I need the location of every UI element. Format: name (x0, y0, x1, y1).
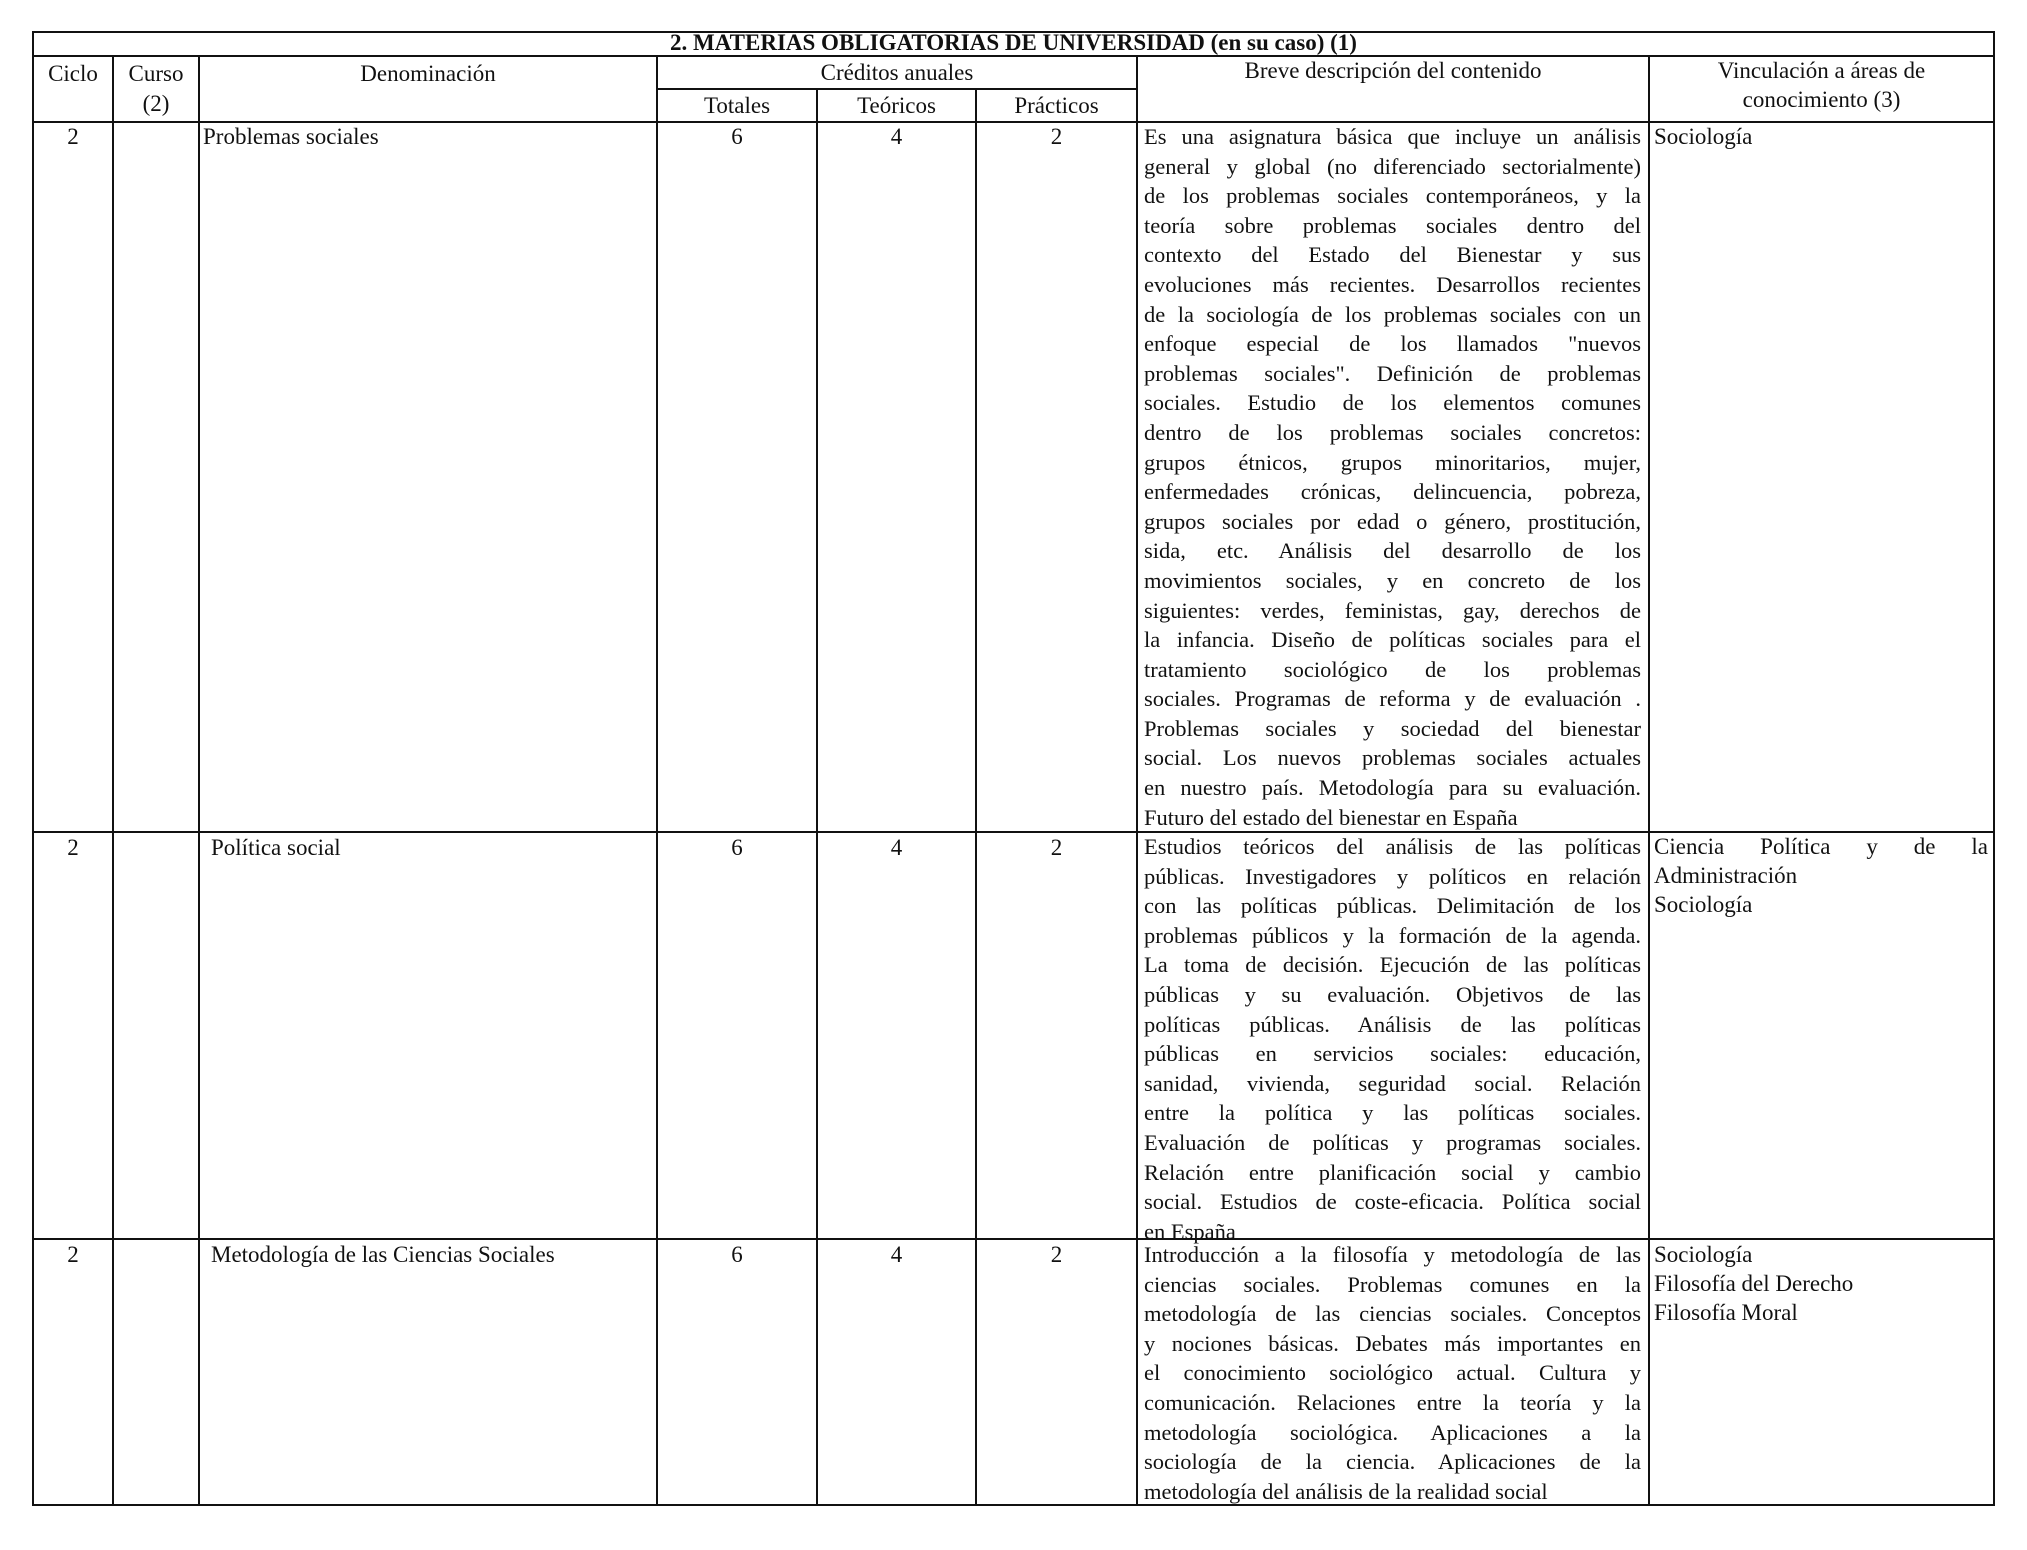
row2-area-item: Sociología (1654, 892, 1753, 917)
row1-desc-line: la infancia. Diseño de políticas sociales para el (1144, 627, 1641, 653)
row2-desc-line: La toma de decisión. Ejecución de las políticas (1144, 952, 1641, 978)
row1-desc-line: teoría sobre problemas sociales dentro del (1144, 212, 1641, 238)
row1-ciclo: 2 (67, 124, 79, 149)
row1-desc-line: de los problemas sociales contemporáneos, y la (1144, 183, 1641, 209)
row2-areas (1654, 832, 1988, 919)
row1-desc-line: sociales. Estudio de los elementos comunes (1144, 390, 1641, 416)
row3-desc-line: sociología de la ciencia. Aplicaciones de la (1144, 1449, 1641, 1475)
header-vinculacion-2: conocimiento (3) (1742, 87, 1901, 112)
row1-practicos: 2 (1050, 124, 1063, 149)
row2-desc-line: políticas públicas. Análisis de las políticas (1144, 1011, 1641, 1037)
row1-desc-line: Problemas sociales y sociedad del bienestar (1144, 715, 1641, 741)
row2-ciclo: 2 (67, 835, 79, 860)
row2-teoricos: 4 (890, 835, 903, 860)
row3-descripcion (1144, 1240, 1641, 1506)
rule-right (1993, 31, 1995, 1506)
row1-desc-line: sida, etc. Análisis del desarrollo de los (1144, 538, 1641, 564)
rule-curso-denom (198, 55, 200, 1506)
rule-totales-teoricos (816, 88, 818, 1506)
row2-area-item: Administración (1654, 863, 1798, 888)
rule-left (32, 31, 34, 1506)
header-denominacion: Denominación (360, 61, 496, 86)
row2-desc-line: públicas y su evaluación. Objetivos de las (1144, 981, 1641, 1007)
header-practicos: Prácticos (1014, 93, 1099, 118)
row1-desc-line: social. Los nuevos problemas sociales actuales (1144, 745, 1641, 771)
row2-area-item: Ciencia Política y de la (1654, 834, 1988, 859)
row1-desc-line: Futuro del estado del bienestar en España (1144, 804, 1518, 830)
rule-teoricos-practicos (975, 88, 977, 1506)
row2-desc-line: con las políticas públicas. Delimitación de los (1144, 893, 1641, 919)
rule-table-bottom (32, 1504, 1995, 1506)
row3-area-item: Filosofía Moral (1654, 1300, 1798, 1325)
row2-desc-line: Estudios teóricos del análisis de las políticas (1144, 834, 1641, 859)
row3-desc-line: ciencias sociales. Problemas comunes en la (1144, 1271, 1641, 1297)
header-teoricos: Teóricos (857, 93, 936, 118)
header-totales: Totales (703, 93, 771, 118)
row3-denominacion: Metodología de las Ciencias Sociales (211, 1242, 555, 1267)
row3-desc-line: metodología de las ciencias sociales. Conceptos (1144, 1301, 1641, 1327)
row1-desc-line: enfoque especial de los llamados "nuevos (1144, 331, 1641, 357)
row1-desc-line: dentro de los problemas sociales concretos: (1144, 419, 1641, 445)
row1-desc-line: contexto del Estado del Bienestar y sus (1144, 242, 1641, 268)
header-curso: Curso (128, 61, 184, 86)
rule-denom-creditos (656, 55, 658, 1506)
row2-desc-line: social. Estudios de coste-eficacia. Política social (1144, 1189, 1641, 1215)
row1-desc-line: sociales. Programas de reforma y de evaluación . (1144, 686, 1641, 712)
row3-desc-line: metodología del análisis de la realidad social (1144, 1478, 1548, 1504)
row3-ciclo: 2 (67, 1242, 79, 1267)
rule-creditos-desc (1136, 55, 1138, 1506)
row1-desc-line: evoluciones más recientes. Desarrollos recientes (1144, 271, 1641, 297)
table-title: 2. MATERIAS OBLIGATORIAS DE UNIVERSIDAD (en su caso) (1) (670, 30, 1357, 55)
row2-desc-line: entre la política y las políticas sociales. (1144, 1100, 1641, 1126)
row3-desc-line: y nociones básicas. Debates más importantes en (1144, 1330, 1641, 1356)
row2-practicos: 2 (1050, 835, 1063, 860)
header-descripcion: Breve descripción del contenido (1244, 58, 1542, 83)
row3-totales: 6 (731, 1242, 743, 1267)
header-creditos: Créditos anuales (820, 60, 974, 85)
row2-desc-line: sanidad, vivienda, seguridad social. Relación (1144, 1070, 1641, 1096)
row1-desc-line: grupos sociales por edad o género, prostitución, (1144, 508, 1641, 534)
row1-desc-line: en nuestro país. Metodología para su evaluación. (1144, 775, 1641, 801)
row3-areas (1654, 1240, 1988, 1327)
row2-totales: 6 (731, 835, 743, 860)
row2-desc-line: Relación entre planificación social y cambio (1144, 1159, 1641, 1185)
row3-desc-line: el conocimiento sociológico actual. Cultura y (1144, 1360, 1641, 1386)
row3-desc-line: metodología sociológica. Aplicaciones a la (1144, 1419, 1641, 1445)
row3-area-item: Sociología (1654, 1242, 1753, 1267)
row1-totales: 6 (731, 124, 743, 149)
rule-desc-area (1648, 55, 1650, 1506)
row1-area-item: Sociología (1654, 124, 1753, 149)
rule-ciclo-curso (112, 55, 114, 1506)
row2-desc-line: problemas públicos y la formación de la agenda. (1144, 922, 1641, 948)
row1-desc-line: problemas sociales". Definición de problemas (1144, 360, 1641, 386)
header-ciclo: Ciclo (48, 61, 98, 86)
row1-desc-line: Es una asignatura básica que incluye un análisis (1144, 124, 1641, 149)
row2-desc-line: Evaluación de políticas y programas sociales. (1144, 1129, 1641, 1155)
row1-desc-line: tratamiento sociológico de los problemas (1144, 656, 1641, 682)
header-curso-note: (2) (142, 91, 170, 116)
row1-areas (1654, 122, 1988, 151)
rule-creditos-sub (656, 88, 1136, 90)
row3-desc-line: Introducción a la filosofía y metodología de las (1144, 1242, 1641, 1267)
row1-descripcion (1144, 122, 1641, 832)
row1-teoricos: 4 (890, 124, 903, 149)
row1-desc-line: movimientos sociales, y en concreto de los (1144, 567, 1641, 593)
header-vinculacion-1: Vinculación a áreas de (1717, 58, 1926, 83)
row2-desc-line: públicas en servicios sociales: educación, (1144, 1041, 1641, 1067)
row2-desc-line: en España (1144, 1218, 1236, 1244)
row1-desc-line: general y global (no diferenciado sectorialmente) (1144, 153, 1641, 179)
row1-desc-line: enfermedades crónicas, delincuencia, pobreza, (1144, 479, 1641, 505)
row3-practicos: 2 (1050, 1242, 1063, 1267)
row3-desc-line: comunicación. Relaciones entre la teoría y la (1144, 1389, 1641, 1415)
row3-teoricos: 4 (890, 1242, 903, 1267)
row3-area-item: Filosofía del Derecho (1654, 1271, 1854, 1296)
row2-denominacion: Política social (211, 835, 341, 860)
row2-desc-line: públicas. Investigadores y políticos en relación (1144, 863, 1641, 889)
row1-desc-line: siguientes: verdes, feministas, gay, derechos de (1144, 597, 1641, 623)
row1-desc-line: de la sociología de los problemas sociales con un (1144, 301, 1641, 327)
row2-descripcion (1144, 832, 1641, 1246)
row1-desc-line: grupos étnicos, grupos minoritarios, mujer, (1144, 449, 1641, 475)
row1-denominacion: Problemas sociales (203, 124, 379, 149)
